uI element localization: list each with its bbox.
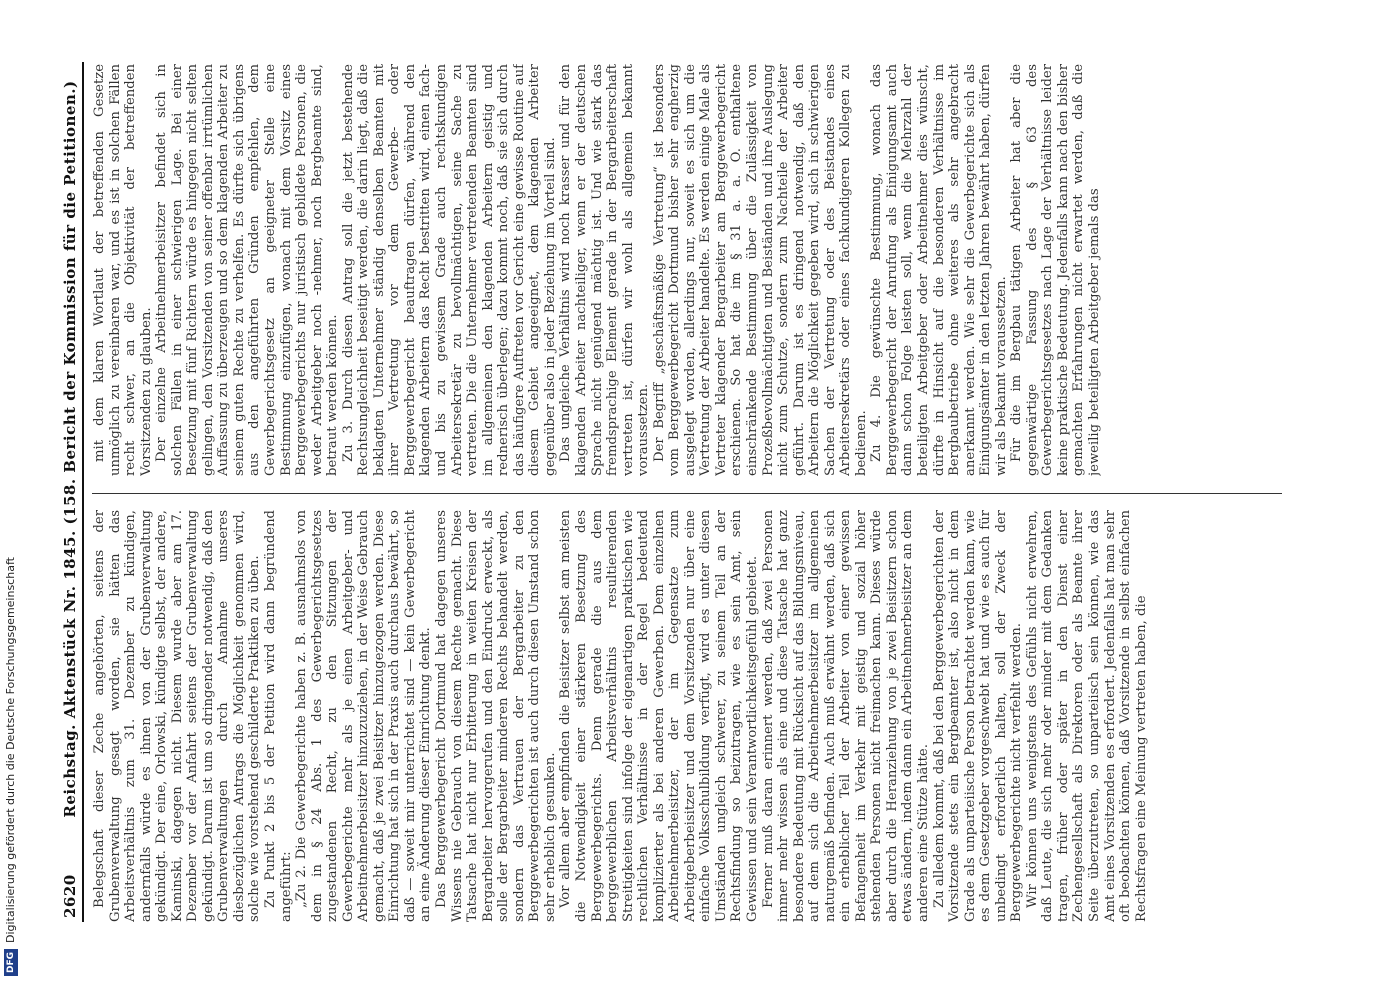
page-title: Reichstag. Aktenstück Nr. 1845. (158. Bericht der Kommission für die Petitionen.) <box>61 80 79 818</box>
digitization-note-text: Digitalisierung gefördert durch die Deutsche Forschungsgemeinschaft <box>4 557 17 943</box>
left-paragraph-3: „Zu 2. Die Gewerbegerichte haben z. B. ausnahmslos von dem in § 24 Abs. 1 des Gewerbegerichtsgesetzes zugestandenen Recht, zu den Sitzungen der Gewerbegerichte mehr als je einen Arbeitgeber- und Arbeitnehmerbeisitzer hinzuzuziehen, in der Weise Gebrauch gemacht, daß je zwei Beisitzer hinzugezogen werden. Diese Einrichtung hat sich in der Praxis auch durchaus bewährt, so daß — soweit mir unterrichtet sind — kein Gewerbegericht an eine Änderung dieser Einrichtung denkt. <box>294 510 434 922</box>
right-column <box>92 64 1282 476</box>
left-paragraph-4: Das Berggewerbegericht Dortmund hat dagegen unseres Wissens nie Gebrauch von diesem Rechte gemacht. Diese Tatsache hat nicht nur Erbitterung in weiten Kreisen der Bergarbeiter hervorgerufen und den Eindruck erweckt, als solle der Bergarbeiter minderen Rechts behandelt werden, sondern das Vertrauen der Bergarbeiter zu den Berggewerbegerichten ist auch durch diesen Umstand schon sehr erheblich gesunken. <box>434 510 558 922</box>
right-paragraph-4: Das ungleiche Verhältnis wird noch krasser und für den klagenden Arbeiter nachteiliger, wenn er der deutschen Sprache nicht genügend mächtig ist. Und wie stark das fremdsprachige Element gerade in der Bergarbeiterschaft vertreten ist, dürfen wir wohl als allgemein bekannt voraussetzen. <box>558 64 652 476</box>
left-paragraph-7: Zu alledem kommt, daß bei den Berggewerbegerichten der Vorsitzende stets ein Bergbeamter ist, also nicht in dem Grade als unparteiische Person betrachtet werden kann, wie es dem Gesetzgeber vorgeschwebt hat und wie es auch für unbedingt erforderlich halten, soll der Zweck der Berggewerbegerichte nicht verfehlt werden. <box>931 510 1025 922</box>
page-number: 2620 <box>61 874 79 918</box>
right-paragraph-2: Der einzelne Arbeitnehmerbeisitzer befindet sich in solchen Fällen in einer schwierigen Lage. Bei einer Besetzung mit fünf Richtern würde es hingegen nicht selten gelingen, den Vorsitzenden von seiner offenbar irrtümlichen Auffassung zu überzeugen und so dem klagenden Arbeiter zu seinem guten Rechte zu verhelfen. Es dürfte sich übrigens aus den angeführten Gründen empfehlen, dem Gewerbegerichtsgesetz an geeigneter Stelle eine Bestimmung einzufügen, wonach mit dem Vorsitz eines Berggewerbegerichts nur juristisch gebildete Personen, die weder Arbeitgeber noch -nehmer, noch Bergbeamte sind, betraut werden können. <box>154 64 341 476</box>
column-divider <box>92 493 1282 494</box>
left-paragraph-1: Belegschaft dieser Zeche angehörten, seitens der Grubenverwaltung gesagt worden, sie hätten das Arbeitsverhältnis zum 31. Dezember zu kündigen, andernfalls würde es ihnen von der Grubenverwaltung gekündigt. Der eine, Orlowski, kündigte selbst, der andere, Kaminski, dagegen nicht. Diesem wurde aber am 17. Dezember vor der Anfahrt seitens der Grubenverwaltung gekündigt. Darum ist um so dringender notwendig, daß den Grubenverwaltungen durch Annahme unseres diesbezüglichen Antrags die Möglichkeit genommen wird, solche wie vorstehend geschilderte Praktiken zu üben. <box>92 510 263 922</box>
left-paragraph-5: Vor allem aber empfinden die Beisitzer selbst am meisten die Notwendigkeit einer stärkeren Besetzung des Berggewerbegerichts. Denn gerade die aus dem berggewerblichen Arbeitsverhältnis resultierenden Streitigkeiten sind infolge der eigenartigen praktischen wie rechtlichen Verhältnisse in der Regel bedeutend komplizierter als bei anderen Gewerben. Dem einzelnen Arbeitnehmerbeisitzer, der im Gegensatze zum Arbeitgeberbeisitzer und dem Vorsitzenden nur über eine einfache Volksschulbildung verfügt, wird es unter diesen Umständen ungleich schwerer, zu seinem Teil an der Rechtsfindung so beizutragen, wie es sein Amt, sein Gewissen und sein Verantwortlichkeitsgefühl gebietet. <box>558 510 760 922</box>
dfg-logo: DFG <box>4 949 18 976</box>
newspaper-page <box>60 62 1300 922</box>
right-paragraph-1: mit dem klaren Wortlaut der betreffenden Gesetze unmöglich zu vereinbaren war, und es ist in solchen Fällen recht schwer, an die Objektivität der betreffenden Vorsitzenden zu glauben. <box>92 64 154 476</box>
digitization-note <box>0 16 22 976</box>
left-column <box>92 510 1282 922</box>
right-paragraph-3: Zu 3. Durch diesen Antrag soll die jetzt bestehende Rechtsungleichheit beseitigt werden, die darin liegt, daß die beklagten Unternehmer ständig denselben Beamten mit ihrer Vertretung vor dem Gewerbe- oder Berggewerbegericht beauftragen dürfen, während den klagenden Arbeitern das Recht bestritten wird, einen fach- und bis zu gewissem Grade auch rechtskundigen Arbeitersekretär zu bevollmächtigen, seine Sache zu vertreten. Die die Unternehmer vertretenden Beamten sind im allgemeinen den klagenden Arbeitern geistig und rednerisch überlegen; dazu kommt noch, daß sie sich durch das häufigere Auftreten vor Gericht eine gewisse Routine auf diesem Gebiet angeeignet, dem klagenden Arbeiter gegenüber also in jeder Beziehung im Vorteil sind. <box>340 64 558 476</box>
page-header <box>60 62 84 922</box>
right-paragraph-7: Für die im Bergbau tätigen Arbeiter hat aber die gegenwärtige Fassung des § 63 des Gewerbegerichtsgesetzes nach Lage der Verhältnisse leider keine praktische Bedeutung. Jedenfalls kann nach den bisher gemachten Erfahrungen nicht erwartet werden, daß die jeweilig beteiligten Arbeitgeber jemals das <box>1009 64 1102 476</box>
right-paragraph-5: Der Begriff „geschäftsmäßige Vertretung“ ist besonders vom Berggewerbegericht Dortmund bisher sehr engherzig ausgelegt worden, allerdings nur, soweit es sich um die Vertretung der Arbeiter handelte. Es werden einige Male als Vertreter klagender Bergarbeiter am Berggewerbegericht erschienen. So hat die im § 31 a. a. O. enthaltene einschränkende Bestimmung über die Zulässigkeit von Prozeßbevollmächtigten und Beiständen und ihre Auslegung nicht zum Schutze, sondern zum Nachteile der Arbeiter geführt. Darum ist es dringend notwendig, daß den Arbeitern die Möglichkeit gegeben wird, sich in schwierigen Sachen der Vertretung oder des Beistandes eines Arbeitersekretärs oder eines fachkundigeren Kollegen zu bedienen. <box>651 64 869 476</box>
left-paragraph-8: Wir können uns wenigstens des Gefühls nicht erwehren, daß Leute, die sich mehr oder minder mit dem Gedanken tragen, früher oder später in den Dienst einer Zechengesellschaft als Direktoren oder als Beamte ihrer Seite überzutreten, so unparteiisch sein können, wie das Amt eines Vorsitzenden es erfordert. Jedenfalls hat man sehr oft beobachten können, daß Vorsitzende in selbst einfachen Rechtsfragen eine Meinung vertreten haben, die <box>1024 510 1149 922</box>
right-paragraph-6: Zu 4. Die gewünschte Bestimmung, wonach das Berggewerbegericht der Anrufung als Einigungsamt auch dann schon Folge leisten soll, wenn die Mehrzahl der beteiligten Arbeitgeber oder Arbeitnehmer dies wünscht, dürfte in Hinsicht auf die besonderen Verhältnisse im Bergbaubetriebe ohne weiteres als sehr angebracht anerkannt werden. Wie sehr die Gewerbegerichte sich als Einigungsämter in den letzten Jahren bewährt haben, dürfen wir als bekannt voraussetzen. <box>869 64 1009 476</box>
left-paragraph-6: Ferner muß daran erinnert werden, daß zwei Personen immer mehr wissen als eine und diese Tatsache hat ganz besondere Bedeutung mit Rücksicht auf das Bildungsniveau, auf dem sich die Arbeitnehmerbeisitzer im allgemeinen naturgemäß befinden. Auch muß erwähnt werden, daß sich ein erheblicher Teil der Arbeiter von einer gewissen Befangenheit im Verkehr mit geistig und sozial höher stehenden Personen nicht freimachen kann. Dieses würde aber durch die Heranziehung von je zwei Beisitzern schon etwas ändern, indem dann ein Arbeitnehmerbeisitzer an dem anderen eine Stütze hätte. <box>760 510 931 922</box>
left-paragraph-2: Zu Punkt 2 bis 5 der Petition wird dann begründend angeführt: <box>263 510 294 922</box>
